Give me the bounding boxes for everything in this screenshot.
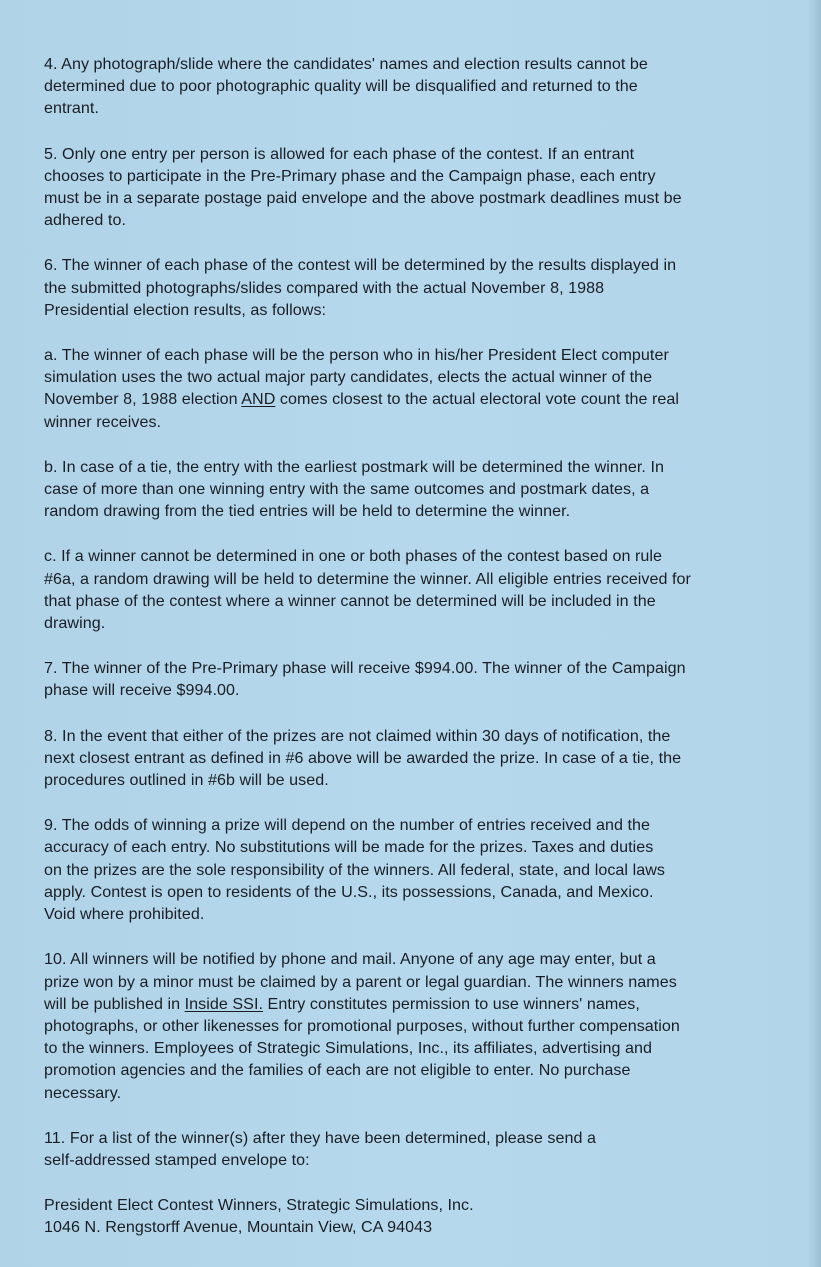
rule-5-paragraph <box>44 143 789 232</box>
underlined-and: AND <box>241 390 276 409</box>
mailing-address <box>44 1194 789 1238</box>
text-line: 10. All winners will be notified by phone and mail. Anyone of any age may enter, but a <box>44 950 656 969</box>
text-segment: Entry constitutes permission to use winners' names, <box>263 994 640 1013</box>
text-line: 7. The winner of the Pre-Primary phase will receive $994.00. The winner of the Campaign <box>44 659 686 678</box>
text-line: 4. Any photograph/slide where the candidates' names and election results cannot be <box>44 55 648 73</box>
text-line: determined due to poor photographic quality will be disqualified and returned to the <box>44 77 638 96</box>
text-line: photographs, or other likenesses for promotional purposes, without further compensation <box>44 1016 680 1035</box>
rule-9-paragraph <box>44 814 789 925</box>
text-line: 6. The winner of each phase of the contest will be determined by the results displayed in <box>44 256 677 275</box>
text-line: must be in a separate postage paid envelope and the above postmark deadlines must be <box>44 189 682 208</box>
text-line: promotion agencies and the families of each are not eligible to enter. No purchase <box>44 1061 631 1080</box>
text-line: a. The winner of each phase will be the person who in his/her President Elect computer <box>44 346 669 365</box>
text-line: accuracy of each entry. No substitutions will be made for the prizes. Taxes and duties <box>44 838 654 857</box>
text-line: Void where prohibited. <box>44 905 205 924</box>
text-line: prize won by a minor must be claimed by a parent or legal guardian. The winners names <box>44 972 677 991</box>
text-line: winner receives. <box>44 412 162 431</box>
text-line: #6a, a random drawing will be held to determine the winner. All eligible entries received for <box>44 569 691 588</box>
text-line: drawing. <box>44 614 106 633</box>
text-line: chooses to participate in the Pre-Primary phase and the Campaign phase, each entry <box>44 166 656 185</box>
text-line: adhered to. <box>44 211 126 230</box>
text-line: procedures outlined in #6b will be used. <box>44 771 329 790</box>
address-line: President Elect Contest Winners, Strategic Simulations, Inc. <box>44 1196 474 1215</box>
text-line: random drawing from the tied entries will be held to determine the winner. <box>44 502 571 521</box>
rule-6b-paragraph <box>44 456 789 523</box>
rule-4-paragraph <box>44 53 789 120</box>
text-line: entrant. <box>44 99 99 118</box>
text-line <box>44 388 789 410</box>
text-line: simulation uses the two actual major party candidates, elects the actual winner of the <box>44 368 653 387</box>
rule-11-paragraph <box>44 1127 789 1171</box>
text-segment: November 8, 1988 election <box>44 390 242 409</box>
text-line: the submitted photographs/slides compared with the actual November 8, 1988 <box>44 278 605 297</box>
text-line: c. If a winner cannot be determined in one or both phases of the contest based on rule <box>44 547 663 566</box>
text-line: self-addressed stamped envelope to: <box>44 1150 310 1169</box>
text-line: to the winners. Employees of Strategic Simulations, Inc., its affiliates, advertising and <box>44 1039 652 1058</box>
rule-6-paragraph <box>44 254 789 321</box>
text-line: phase will receive $994.00. <box>44 681 240 700</box>
text-line: 8. In the event that either of the prizes are not claimed within 30 days of notification, the <box>44 726 671 745</box>
text-line: case of more than one winning entry with the same outcomes and postmark dates, a <box>44 480 650 499</box>
rule-10-paragraph <box>44 948 789 1103</box>
text-line: apply. Contest is open to residents of the U.S., its possessions, Canada, and Mexico. <box>44 882 654 901</box>
underlined-inside-ssi: Inside SSI. <box>184 994 264 1013</box>
rule-6c-paragraph <box>44 545 789 634</box>
text-segment: will be published in <box>44 994 185 1013</box>
text-line: that phase of the contest where a winner cannot be determined will be included in the <box>44 591 656 610</box>
text-line: next closest entrant as defined in #6 above will be awarded the prize. In case of a tie, the <box>44 748 682 767</box>
rule-6a-paragraph <box>44 344 789 433</box>
text-line: Presidential election results, as follows: <box>44 300 327 319</box>
text-line: b. In case of a tie, the entry with the earliest postmark will be determined the winner. In <box>44 457 665 476</box>
text-line: on the prizes are the sole responsibility of the winners. All federal, state, and local laws <box>44 860 665 879</box>
address-line: 1046 N. Rengstorff Avenue, Mountain View, CA 94043 <box>44 1218 433 1237</box>
rule-8-paragraph <box>44 725 789 792</box>
text-line: 5. Only one entry per person is allowed for each phase of the contest. If an entrant <box>44 144 635 163</box>
text-segment: comes closest to the actual electoral vote count the real <box>275 390 680 409</box>
text-line <box>44 993 789 1015</box>
text-line: 9. The odds of winning a prize will depend on the number of entries received and the <box>44 816 651 835</box>
rule-7-paragraph <box>44 657 789 701</box>
text-line: necessary. <box>44 1083 122 1102</box>
text-line: 11. For a list of the winner(s) after they have been determined, please send a <box>44 1128 596 1147</box>
